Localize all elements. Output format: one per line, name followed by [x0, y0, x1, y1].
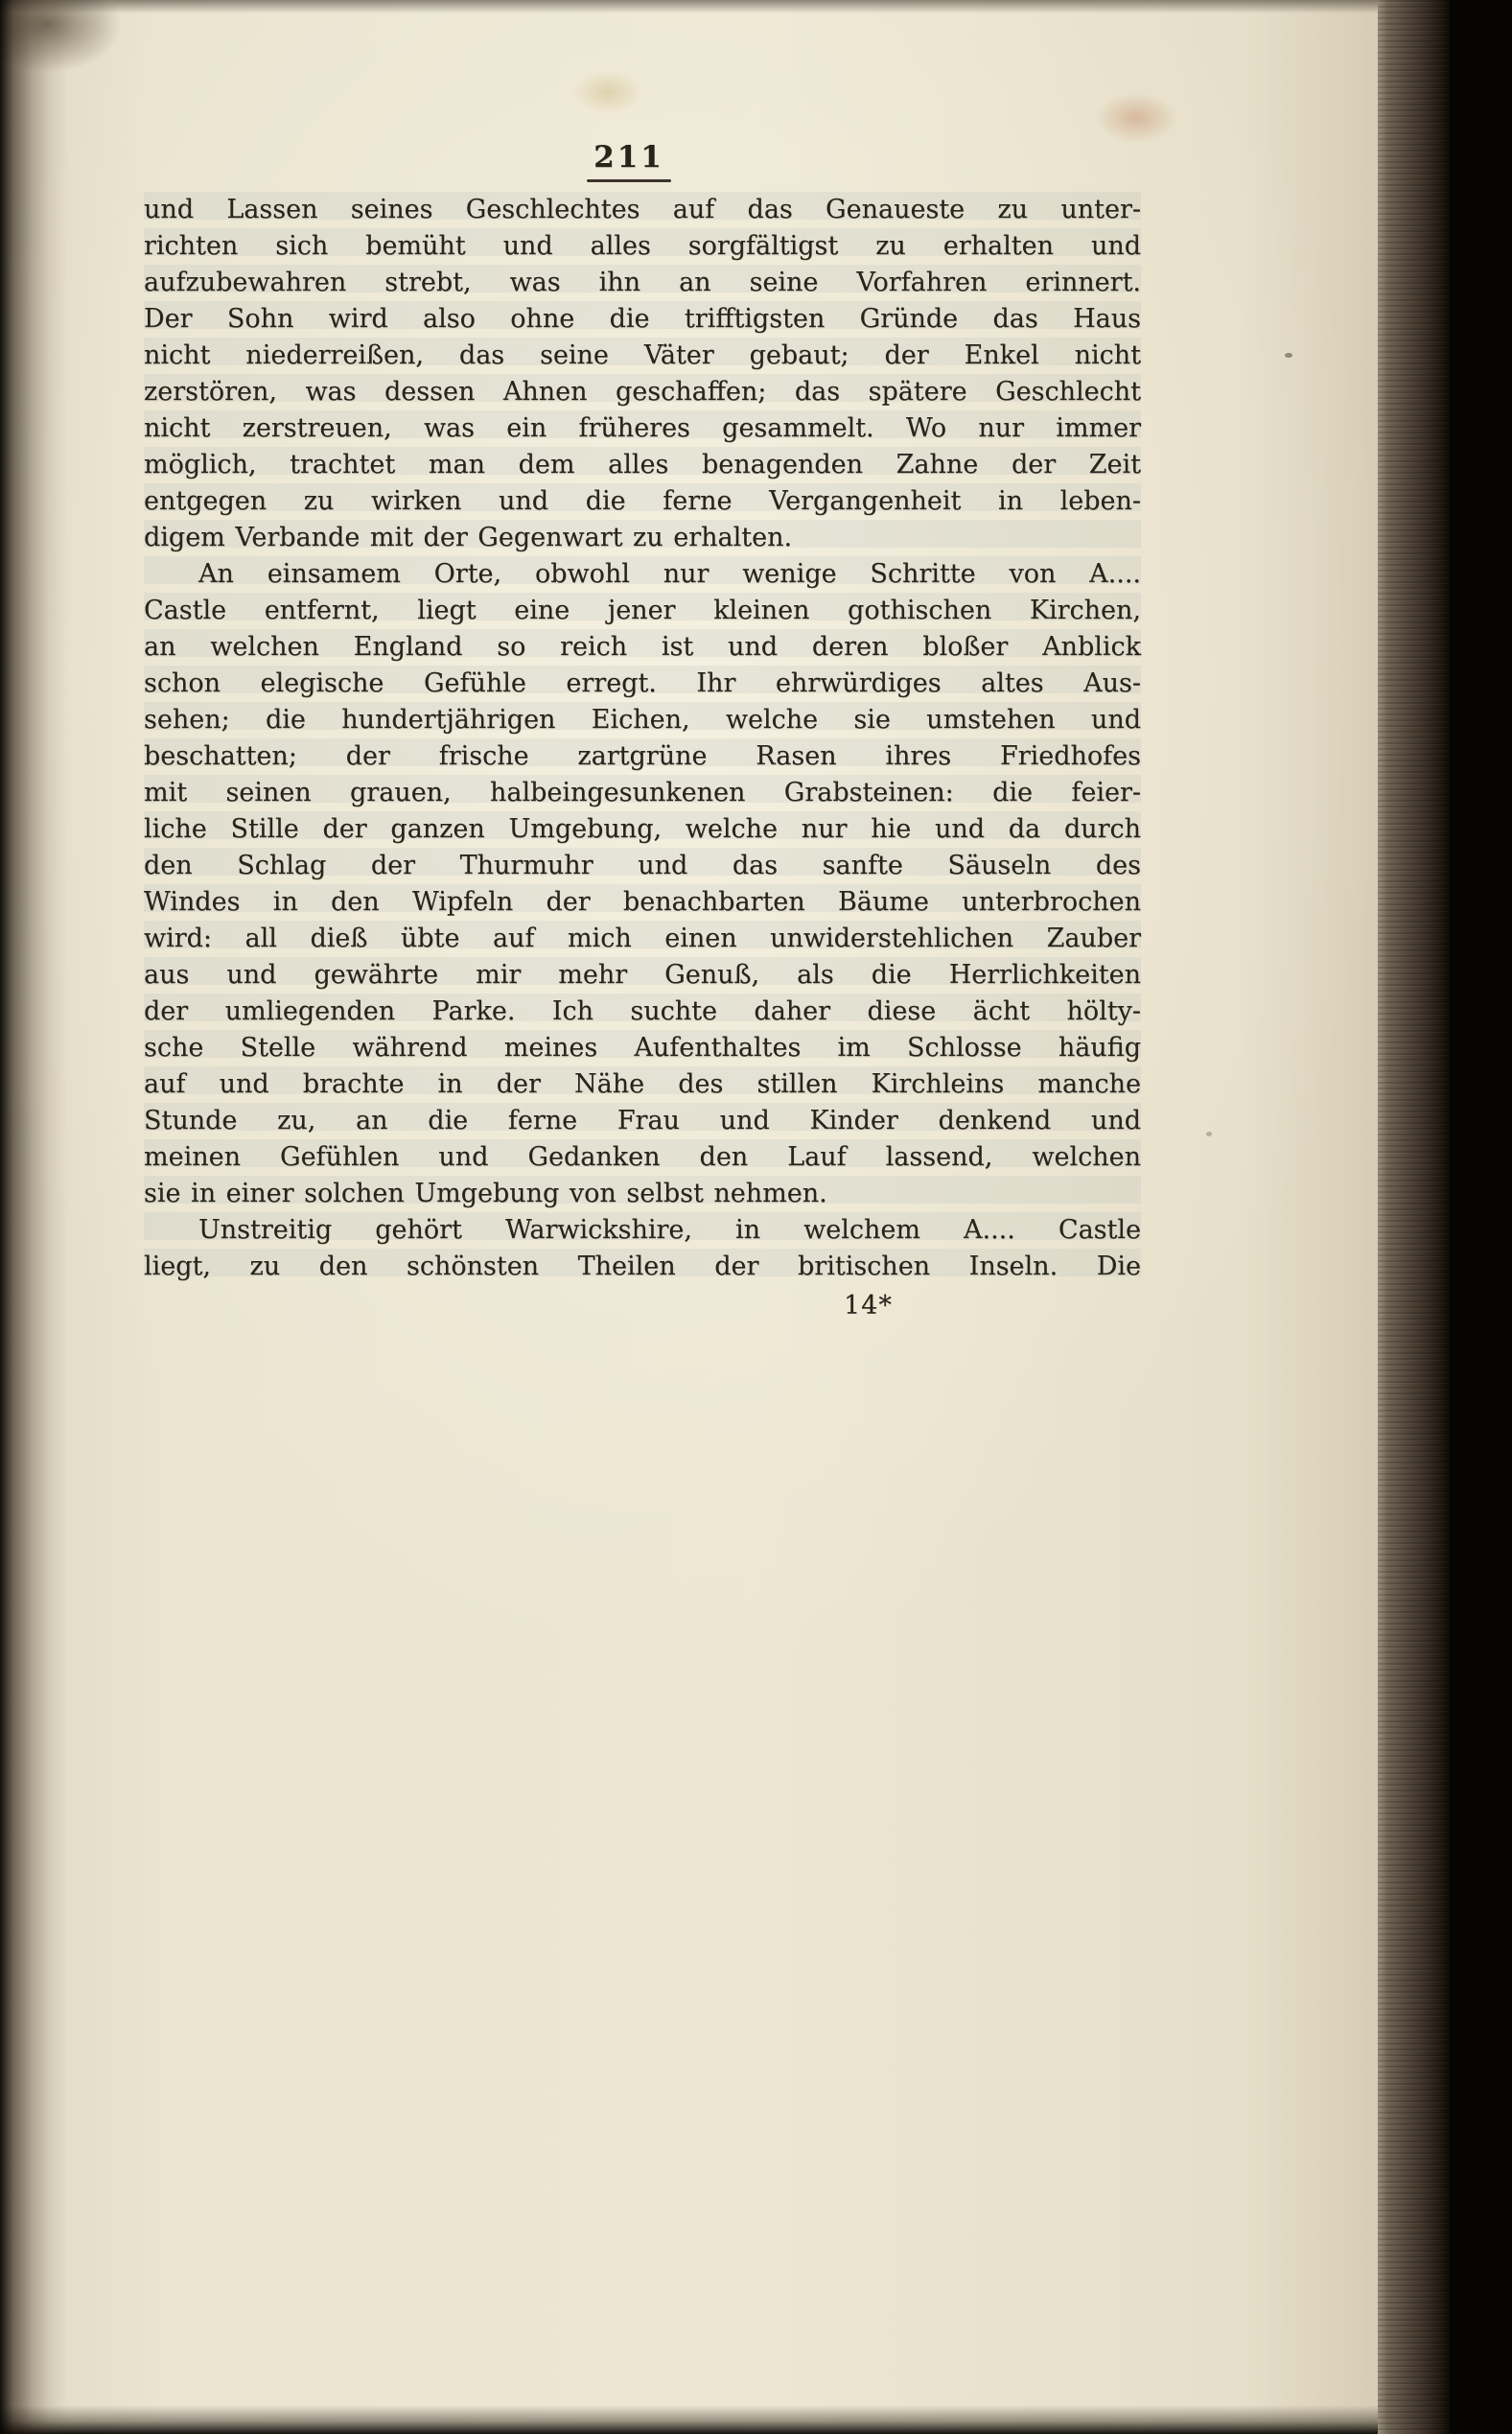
text-line: entgegen zu wirken und die ferne Vergangenheit in leben-: [144, 486, 1141, 516]
text-line: meinen Gefühlen und Gedanken den Lauf lassend, welchen: [144, 1142, 1141, 1172]
paper-stain: [1095, 92, 1177, 144]
text-line: und Lassen seines Geschlechtes auf das Genaueste zu unter-: [144, 195, 1141, 224]
text-line: der umliegenden Parke. Ich suchte daher diese ächt hölty-: [144, 996, 1141, 1026]
text-line: sie in einer solchen Umgebung von selbst nehmen.: [144, 1179, 827, 1208]
page-edge-bottom: [0, 2405, 1378, 2434]
page-header: [533, 140, 725, 182]
signature-mark: 14*: [844, 1291, 893, 1321]
text-line: schon elegische Gefühle erregt. Ihr ehrwürdiges altes Aus-: [144, 668, 1141, 698]
text-line: Der Sohn wird also ohne die trifftigsten Gründe das Haus: [144, 304, 1141, 334]
page-number-rule: [587, 179, 671, 182]
page-edge-right: [1378, 0, 1450, 2434]
text-line: Castle entfernt, liegt eine jener kleinen gothischen Kirchen,: [144, 596, 1141, 625]
paper-stain: [571, 69, 644, 115]
text-line: wird: all dieß übte auf mich einen unwiderstehlichen Zauber: [144, 924, 1141, 953]
text-line: nicht niederreißen, das seine Väter gebaut; der Enkel nicht: [144, 340, 1141, 370]
text-line: richten sich bemüht und alles sorgfältigst zu erhalten und: [144, 231, 1141, 261]
text-line: digem Verbande mit der Gegenwart zu erhalten.: [144, 523, 793, 552]
text-line: beschatten; der frische zartgrüne Rasen ihres Friedhofes: [144, 741, 1141, 771]
text-line: den Schlag der Thurmuhr und das sanfte Säuseln des: [144, 851, 1141, 880]
ink-speck: [1206, 1132, 1212, 1136]
text-line: Unstreitig gehört Warwickshire, in welchem A.... Castle: [198, 1215, 1141, 1245]
text-line: auf und brachte in der Nähe des stillen Kirchleins manche: [144, 1069, 1141, 1099]
text-line: liche Stille der ganzen Umgebung, welche nur hie und da durch: [144, 814, 1141, 844]
text-line: liegt, zu den schönsten Theilen der britischen Inseln. Die: [144, 1252, 1141, 1281]
text-line: mit seinen grauen, halbeingesunkenen Grabsteinen: die feier-: [144, 778, 1141, 807]
binding-shadow: [0, 0, 69, 2434]
text-line: Stunde zu, an die ferne Frau und Kinder denkend und: [144, 1106, 1141, 1135]
text-line: sehen; die hundertjährigen Eichen, welche sie umstehen und: [144, 705, 1141, 735]
text-line: an welchen England so reich ist und deren bloßer Anblick: [144, 632, 1141, 662]
text-line: aufzubewahren strebt, was ihn an seine Vorfahren erinnert.: [144, 268, 1141, 297]
text-line: aus und gewährte mir mehr Genuß, als die Herrlichkeiten: [144, 960, 1141, 990]
body-text: [144, 192, 1141, 1285]
ink-speck: [1285, 353, 1292, 358]
page-edge-top: [0, 0, 1378, 13]
text-line: möglich, trachtet man dem alles benagenden Zahne der Zeit: [144, 450, 1141, 480]
page-number: 211: [593, 140, 664, 175]
text-line: zerstören, was dessen Ahnen geschaffen; das spätere Geschlecht: [144, 377, 1141, 407]
text-line: Windes in den Wipfeln der benachbarten Bäume unterbrochen: [144, 887, 1141, 917]
text-line: An einsamem Orte, obwohl nur wenige Schritte von A....: [198, 559, 1141, 589]
text-line: nicht zerstreuen, was ein früheres gesammelt. Wo nur immer: [144, 413, 1141, 443]
text-line: sche Stelle während meines Aufenthaltes im Schlosse häufig: [144, 1033, 1141, 1063]
